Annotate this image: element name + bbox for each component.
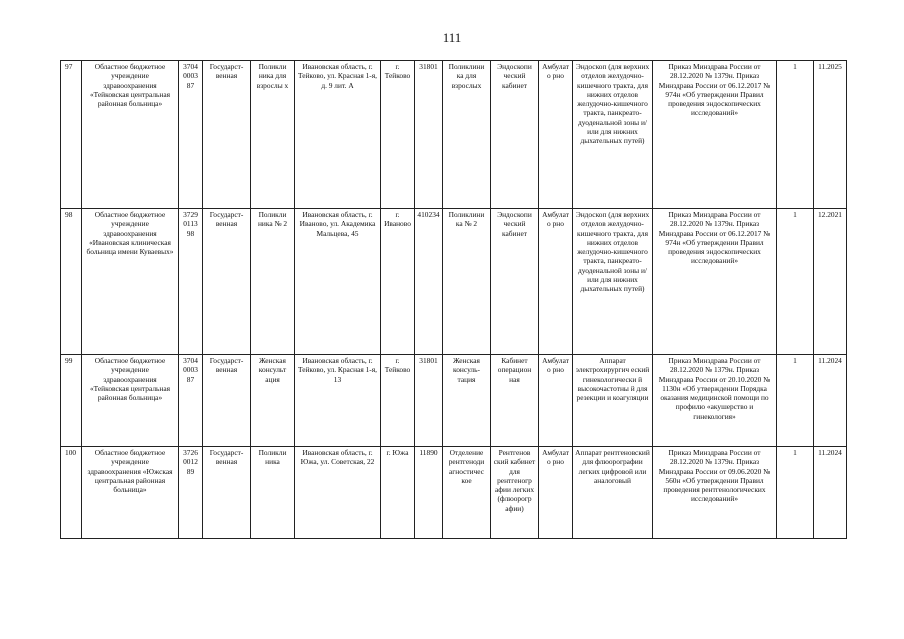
equipment-cell: Аппарат рентгеновский для флюорографии легких цифровой или аналоговый <box>573 447 653 539</box>
table-row <box>61 355 847 447</box>
equipment-cell: Аппарат электрохирургич еский гинекологически й высокочастотны й для резекции и коагуляции <box>573 355 653 447</box>
date-cell: 12.2021 <box>814 209 847 355</box>
address-cell: Ивановская область, г. Южа, ул. Советская, 22 <box>295 447 381 539</box>
index-cell: 31801 <box>415 355 443 447</box>
index-cell: 410234 <box>415 209 443 355</box>
cabinet-cell: Рентгенов ский кабинет для рентгеногр афии легких (флюорогр афии) <box>491 447 539 539</box>
city-cell: г. Южа <box>381 447 415 539</box>
code-cell: 3704 0003 87 <box>179 355 203 447</box>
table-row <box>61 447 847 539</box>
date-cell: 11.2024 <box>814 447 847 539</box>
cabinet-cell: Кабинет операцион ная <box>491 355 539 447</box>
date-cell: 11.2024 <box>814 355 847 447</box>
unit-cell: Женская консульт ация <box>251 355 295 447</box>
table-row <box>61 209 847 355</box>
department-cell: Поликлини ка для взрослых <box>443 61 491 209</box>
unit-cell: Поликли ника <box>251 447 295 539</box>
row-number: 98 <box>61 209 82 355</box>
order-cell: Приказ Минздрава России от 28.12.2020 № 1379н. Приказ Минздрава России от 09.06.2020 № 560н «Об утверждении Правил проведения рентгенологических исследований» <box>653 447 777 539</box>
code-cell: 3726 0012 89 <box>179 447 203 539</box>
registry-body <box>61 61 847 539</box>
quantity-cell: 1 <box>777 61 814 209</box>
quantity-cell: 1 <box>777 209 814 355</box>
row-number: 100 <box>61 447 82 539</box>
table-row <box>61 61 847 209</box>
index-cell: 11890 <box>415 447 443 539</box>
address-cell: Ивановская область, г. Тейково, ул. Красная 1-я, д. 9 лит. А <box>295 61 381 209</box>
unit-cell: Поликли ника для взрослы х <box>251 61 295 209</box>
address-cell: Ивановская область, г. Иваново, ул. Академика Мальцева, 45 <box>295 209 381 355</box>
department-cell: Женская консуль-тация <box>443 355 491 447</box>
care-type-cell: Амбулато рно <box>539 355 573 447</box>
department-cell: Отделение рентгеноди агностичес кое <box>443 447 491 539</box>
organization-cell: Областное бюджетное учреждение здравоохранения «Ивановская клиническая больница имени Куваевых» <box>82 209 179 355</box>
cabinet-cell: Эндоскопи ческий кабинет <box>491 61 539 209</box>
care-type-cell: Амбулато рно <box>539 209 573 355</box>
address-cell: Ивановская область, г. Тейково, ул. Красная 1-я, 13 <box>295 355 381 447</box>
unit-cell: Поликли ника № 2 <box>251 209 295 355</box>
index-cell: 31801 <box>415 61 443 209</box>
ownership-cell: Государст-венная <box>203 209 251 355</box>
department-cell: Поликлини ка № 2 <box>443 209 491 355</box>
city-cell: г. Тейково <box>381 61 415 209</box>
care-type-cell: Амбулато рно <box>539 61 573 209</box>
quantity-cell: 1 <box>777 355 814 447</box>
organization-cell: Областное бюджетное учреждение здравоохранения «Тейковская центральная районная больница» <box>82 355 179 447</box>
page-number: 111 <box>442 30 462 45</box>
date-cell: 11.2025 <box>814 61 847 209</box>
quantity-cell: 1 <box>777 447 814 539</box>
city-cell: г. Тейково <box>381 355 415 447</box>
cabinet-cell: Эндоскопи ческий кабинет <box>491 209 539 355</box>
organization-cell: Областное бюджетное учреждение здравоохранения «Тейковская центральная районная больница» <box>82 61 179 209</box>
code-cell: 3704 0003 87 <box>179 61 203 209</box>
equipment-cell: Эндоскоп (для верхних отделов желудочно-кишечного тракта, для нижних отделов желудочно-кишечного тракта, панкреато-дуоденальной зоны и/или для нижних дыхательных путей) <box>573 209 653 355</box>
order-cell: Приказ Минздрава России от 28.12.2020 № 1379н. Приказ Минздрава России от 06.12.2017 № 974н «Об утверждении Правил проведения эндоскопических исследований» <box>653 209 777 355</box>
city-cell: г. Иваново <box>381 209 415 355</box>
order-cell: Приказ Минздрава России от 28.12.2020 № 1379н. Приказ Минздрава России от 06.12.2017 № 974н «Об утверждении Правил проведения эндоскопических исследований» <box>653 61 777 209</box>
care-type-cell: Амбулато рно <box>539 447 573 539</box>
ownership-cell: Государст-венная <box>203 447 251 539</box>
ownership-cell: Государст-венная <box>203 355 251 447</box>
organization-cell: Областное бюджетное учреждение здравоохранения «Южская центральная районная больница» <box>82 447 179 539</box>
ownership-cell: Государст-венная <box>203 61 251 209</box>
code-cell: 3729 0113 98 <box>179 209 203 355</box>
row-number: 97 <box>61 61 82 209</box>
registry-table <box>60 60 847 539</box>
equipment-cell: Эндоскоп (для верхних отделов желудочно-кишечного тракта, для нижних отделов желудочно-кишечного тракта, панкреато-дуоденальной зоны и/или для нижних дыхательных путей) <box>573 61 653 209</box>
row-number: 99 <box>61 355 82 447</box>
order-cell: Приказ Минздрава России от 28.12.2020 № 1379н. Приказ Минздрава России от 20.10.2020 № 1130н «Об утверждении Порядка оказания медицинской помощи по профилю «акушерство и гинекология» <box>653 355 777 447</box>
